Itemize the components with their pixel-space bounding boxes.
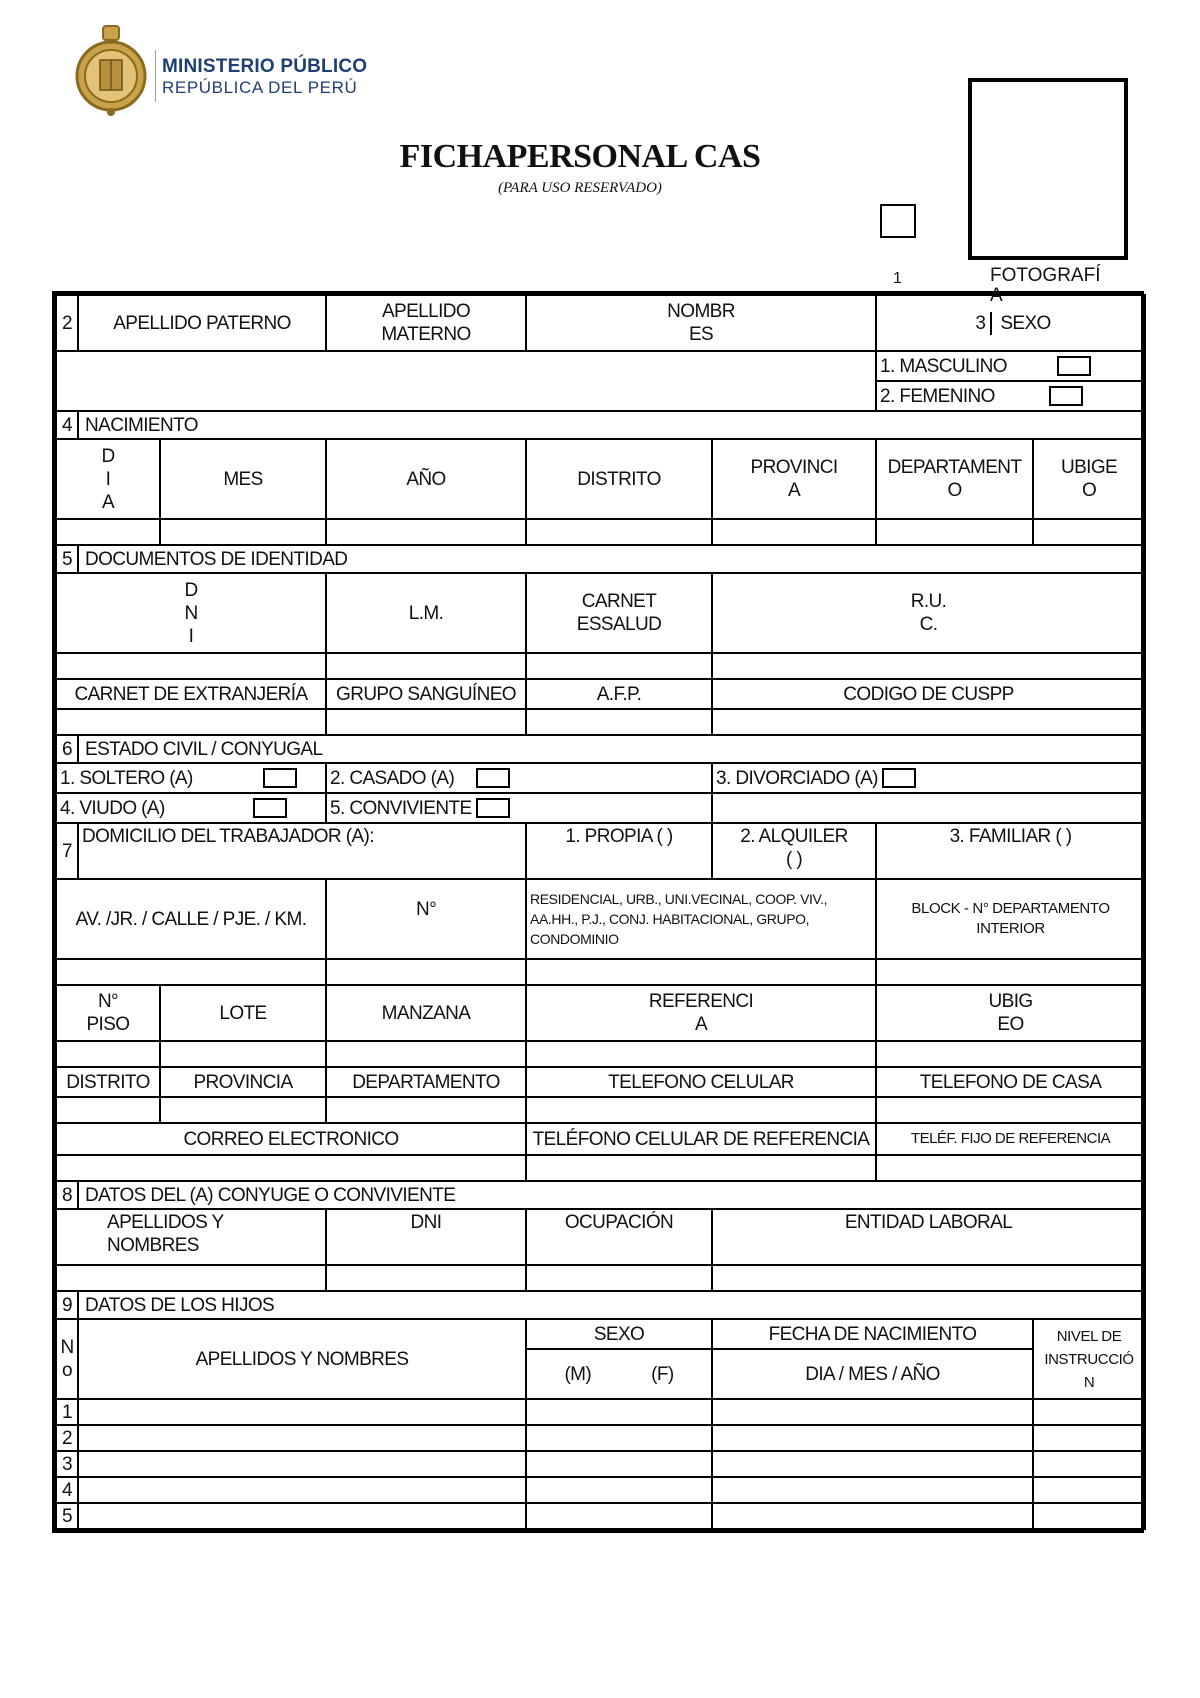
hijo-fecha-input[interactable] [712, 1503, 1033, 1529]
ruc-input[interactable] [712, 653, 1145, 679]
section-8-number: 8 [56, 1181, 78, 1209]
hijo-nivel-input[interactable] [1033, 1399, 1145, 1425]
ubigeo-nac-input[interactable] [1033, 519, 1145, 545]
conyuge-ocupacion-label: OCUPACIÓN [526, 1209, 712, 1265]
femenino-checkbox[interactable] [1049, 386, 1083, 406]
divorciado-label: 3. DIVORCIADO (A) [716, 767, 878, 789]
masculino-label: 1. MASCULINO [880, 355, 1007, 377]
dia-line1: D [101, 445, 115, 467]
photo-number: 1 [893, 270, 902, 287]
hijos-fecha-label: FECHA DE NACIMIENTO [712, 1319, 1033, 1349]
referencia-label [526, 985, 876, 1041]
departamento-nac-label [876, 439, 1033, 519]
hijos-sexo-f[interactable]: (F) [651, 1363, 674, 1385]
viudo-checkbox[interactable] [253, 798, 287, 818]
section-9-number: 9 [56, 1291, 78, 1319]
hijos-sexo-m[interactable]: (M) [564, 1363, 592, 1385]
piso-line2: PISO [86, 1014, 130, 1035]
hijo-row [56, 1477, 1145, 1503]
hijo-row [56, 1425, 1145, 1451]
logo-separator [155, 50, 156, 102]
numero-label: N° [326, 879, 526, 959]
lote-input[interactable] [160, 1041, 326, 1067]
departamento-dom-input[interactable] [326, 1097, 526, 1123]
correo-input[interactable] [56, 1155, 526, 1181]
referencia-line2: A [694, 1014, 708, 1035]
grupo-sanguineo-input[interactable] [326, 709, 526, 735]
conyuge-title: DATOS DEL (A) CONYUGE O CONVIVIENTE [78, 1181, 1145, 1209]
hijo-row-number: 5 [56, 1503, 78, 1529]
hijo-nivel-input[interactable] [1033, 1451, 1145, 1477]
hijo-row-number: 2 [56, 1425, 78, 1451]
telefono-celular-ref-input[interactable] [526, 1155, 876, 1181]
ubigeo-nac-line2: O [1081, 480, 1097, 501]
extranjeria-input[interactable] [56, 709, 326, 735]
section-4-number: 4 [56, 411, 78, 439]
photo-checkbox[interactable] [880, 204, 916, 238]
numero-input[interactable] [326, 959, 526, 985]
departamento-dom-label: DEPARTAMENTO [326, 1067, 526, 1097]
block-input[interactable] [876, 959, 1145, 985]
telefono-celular-label: TELEFONO CELULAR [526, 1067, 876, 1097]
apellido-paterno-label: APELLIDO PATERNO [78, 295, 326, 351]
nombres-line1: NOMBR [667, 301, 735, 322]
hijos-nivel-label [1033, 1319, 1145, 1399]
dni-line2: N [184, 602, 198, 624]
alquiler-line1: 2. ALQUILER [740, 826, 848, 847]
hijo-row [56, 1451, 1145, 1477]
hijo-nivel-input[interactable] [1033, 1503, 1145, 1529]
dia-label [56, 439, 160, 519]
dni-line1: D [184, 579, 198, 601]
divorciado-option[interactable] [712, 763, 1145, 793]
conviviente-checkbox[interactable] [476, 798, 510, 818]
hijo-row-number: 1 [56, 1399, 78, 1425]
estado-civil-title: ESTADO CIVIL / CONYUGAL [78, 735, 1145, 763]
logo-title: MINISTERIO PÚBLICO [162, 56, 368, 77]
section-3-number: 3 [970, 312, 992, 335]
section-6-number: 6 [56, 735, 78, 763]
section-7-number: 7 [56, 823, 78, 879]
mes-input[interactable] [160, 519, 326, 545]
essalud-line1: CARNET [581, 591, 657, 612]
conyuge-ocupacion-input[interactable] [526, 1265, 712, 1291]
propia-option[interactable]: 1. PROPIA ( ) [526, 823, 712, 879]
afp-label: A.F.P. [526, 679, 712, 709]
sexo-label: SEXO [1000, 312, 1051, 334]
hijo-nombre-input[interactable] [78, 1503, 526, 1529]
hijo-sexo-input[interactable] [526, 1425, 712, 1451]
piso-label [56, 985, 160, 1041]
anio-label: AÑO [326, 439, 526, 519]
masculino-checkbox[interactable] [1057, 356, 1091, 376]
manzana-input[interactable] [326, 1041, 526, 1067]
telefono-fijo-ref-label: TELÉF. FIJO DE REFERENCIA [876, 1123, 1145, 1155]
conyuge-dni-label: DNI [326, 1209, 526, 1265]
referencia-line1: REFERENCI [648, 991, 754, 1012]
apellido-materno-line2: MATERNO [381, 324, 471, 345]
hijo-fecha-input[interactable] [712, 1425, 1033, 1451]
page-title: FICHAPERSONAL CAS [399, 138, 761, 175]
casado-label: 2. CASADO (A) [330, 767, 455, 789]
distrito-nac-input[interactable] [526, 519, 712, 545]
ubigeo-dom-input[interactable] [876, 1041, 1145, 1067]
provincia-nac-line1: PROVINCI [750, 457, 838, 478]
ubigeo-dom-label [876, 985, 1145, 1041]
section-5-number: 5 [56, 545, 78, 573]
telefono-celular-input[interactable] [526, 1097, 876, 1123]
cuspp-input[interactable] [712, 709, 1145, 735]
photo-box[interactable] [968, 78, 1128, 260]
hijo-sexo-input[interactable] [526, 1399, 712, 1425]
extranjeria-label: CARNET DE EXTRANJERÍA [56, 679, 326, 709]
hijo-fecha-input[interactable] [712, 1451, 1033, 1477]
lm-label: L.M. [326, 573, 526, 653]
domicilio-title: DOMICILIO DEL TRABAJADOR (A): [78, 823, 526, 879]
personal-form [52, 291, 1144, 1533]
anio-input[interactable] [326, 519, 526, 545]
ruc-line2: C. [919, 614, 938, 635]
dni-label [56, 573, 326, 653]
hijos-nivel-line1: NIVEL DE [1056, 1327, 1122, 1345]
hijo-nivel-input[interactable] [1033, 1477, 1145, 1503]
ubigeo-nac-label [1033, 439, 1145, 519]
casado-option[interactable] [326, 763, 712, 793]
hijo-nombre-input[interactable] [78, 1451, 526, 1477]
ministerio-publico-seal-icon [70, 18, 152, 118]
hijo-nombre-input[interactable] [78, 1425, 526, 1451]
ubigeo-dom-line2: EO [997, 1014, 1024, 1035]
hijos-sexo-label: SEXO [526, 1319, 712, 1349]
hijo-sexo-input[interactable] [526, 1451, 712, 1477]
hijos-title: DATOS DE LOS HIJOS [78, 1291, 1145, 1319]
logo-subtitle: REPÚBLICA DEL PERÚ [162, 78, 358, 97]
soltero-checkbox[interactable] [263, 768, 297, 788]
photo-label: FOTOGRAFÍ A [990, 265, 1101, 306]
departamento-nac-input[interactable] [876, 519, 1033, 545]
telefono-casa-label: TELEFONO DE CASA [876, 1067, 1145, 1097]
telefono-fijo-ref-input[interactable] [876, 1155, 1145, 1181]
nombres-label [526, 295, 876, 351]
departamento-nac-line1: DEPARTAMENT [887, 457, 1022, 478]
casado-checkbox[interactable] [476, 768, 510, 788]
cuspp-label: CODIGO DE CUSPP [712, 679, 1145, 709]
dia-line3: A [101, 491, 115, 513]
hijo-fecha-input[interactable] [712, 1399, 1033, 1425]
manzana-label: MANZANA [326, 985, 526, 1041]
conviviente-label: 5. CONVIVIENTE [330, 797, 472, 819]
ubigeo-nac-line1: UBIGE [1060, 457, 1118, 478]
dni-line3: I [188, 625, 194, 647]
dia-line2: I [105, 468, 111, 490]
hijo-fecha-input[interactable] [712, 1477, 1033, 1503]
hijo-sexo-input[interactable] [526, 1503, 712, 1529]
residencial-input[interactable] [526, 959, 876, 985]
masculino-option[interactable] [876, 351, 1145, 381]
hijo-nombre-input[interactable] [78, 1399, 526, 1425]
conyuge-apellidos-label [56, 1209, 326, 1265]
conyuge-apellidos-input[interactable] [56, 1265, 326, 1291]
hijos-dma-label: DIA / MES / AÑO [712, 1349, 1033, 1399]
provincia-dom-input[interactable] [160, 1097, 326, 1123]
femenino-option[interactable] [876, 381, 1145, 411]
ruc-line1: R.U. [910, 591, 947, 612]
lm-input[interactable] [326, 653, 526, 679]
provincia-nac-label [712, 439, 876, 519]
dia-input[interactable] [56, 519, 160, 545]
soltero-label: 1. SOLTERO (A) [60, 767, 193, 789]
distrito-dom-label: DISTRITO [56, 1067, 160, 1097]
av-calle-input[interactable] [56, 959, 326, 985]
mes-label: MES [160, 439, 326, 519]
provincia-nac-input[interactable] [712, 519, 876, 545]
viudo-option[interactable] [56, 793, 326, 823]
essalud-label [526, 573, 712, 653]
departamento-nac-line2: O [947, 480, 962, 501]
familiar-option[interactable]: 3. FAMILIAR ( ) [876, 823, 1145, 879]
sexo-header [876, 295, 1145, 351]
apellido-materno-line1: APELLIDO [381, 301, 471, 322]
nombres-line2: ES [688, 324, 714, 345]
essalud-input[interactable] [526, 653, 712, 679]
distrito-nac-label: DISTRITO [526, 439, 712, 519]
conyuge-entidad-input[interactable] [712, 1265, 1145, 1291]
dni-input[interactable] [56, 653, 326, 679]
conyuge-apellidos-line1: APELLIDOS Y [107, 1212, 224, 1233]
hijo-row [56, 1503, 1145, 1529]
hijos-nivel-line3: N [1083, 1373, 1095, 1391]
referencia-input[interactable] [526, 1041, 876, 1067]
hijo-row-number: 4 [56, 1477, 78, 1503]
hijo-nivel-input[interactable] [1033, 1425, 1145, 1451]
ubigeo-dom-line1: UBIG [988, 991, 1033, 1012]
conyuge-apellidos-line2: NOMBRES [107, 1235, 199, 1256]
conviviente-option[interactable] [326, 793, 712, 823]
lote-label: LOTE [160, 985, 326, 1041]
alquiler-option[interactable] [712, 823, 876, 879]
grupo-sanguineo-label: GRUPO SANGUÍNEO [326, 679, 526, 709]
telefono-celular-ref-label: TELÉFONO CELULAR DE REFERENCIA [526, 1123, 876, 1155]
correo-label: CORREO ELECTRONICO [56, 1123, 526, 1155]
apellido-materno-label [326, 295, 526, 351]
hijos-nivel-line2: INSTRUCCIÓ [1044, 1350, 1134, 1368]
documentos-title: DOCUMENTOS DE IDENTIDAD [78, 545, 1145, 573]
ruc-label [712, 573, 1145, 653]
hijos-apellidos-label: APELLIDOS Y NOMBRES [78, 1319, 526, 1399]
nacimiento-title: NACIMIENTO [78, 411, 1145, 439]
provincia-nac-line2: A [787, 480, 801, 501]
estado-civil-spacer [712, 793, 1145, 823]
av-calle-label: AV. /JR. / CALLE / PJE. / KM. [56, 879, 326, 959]
residencial-label: RESIDENCIAL, URB., UNI.VECINAL, COOP. VIV., AA.HH., P.J., CONJ. HABITACIONAL, GRUPO, CONDOMINIO [526, 879, 876, 959]
hijo-nombre-input[interactable] [78, 1477, 526, 1503]
essalud-line2: ESSALUD [576, 614, 662, 635]
names-input[interactable] [56, 351, 876, 411]
telefono-casa-input[interactable] [876, 1097, 1145, 1123]
conyuge-entidad-label: ENTIDAD LABORAL [712, 1209, 1145, 1265]
soltero-option[interactable] [56, 763, 326, 793]
hijo-row-number: 3 [56, 1451, 78, 1477]
alquiler-line2: ( ) [785, 849, 803, 870]
distrito-dom-input[interactable] [56, 1097, 160, 1123]
divorciado-checkbox[interactable] [882, 768, 916, 788]
hijos-numero-header [56, 1319, 78, 1399]
conyuge-dni-input[interactable] [326, 1265, 526, 1291]
page-subtitle: (PARA USO RESERVADO) [498, 180, 662, 196]
block-label: BLOCK - N° DEPARTAMENTO INTERIOR [876, 879, 1145, 959]
hijos-sexo-options [526, 1349, 712, 1399]
form-grid [55, 294, 1146, 1530]
afp-input[interactable] [526, 709, 712, 735]
piso-line1: N° [97, 991, 119, 1012]
viudo-label: 4. VIUDO (A) [60, 797, 165, 819]
provincia-dom-label: PROVINCIA [160, 1067, 326, 1097]
section-2-number: 2 [56, 295, 78, 351]
piso-input[interactable] [56, 1041, 160, 1067]
hijo-row [56, 1399, 1145, 1425]
femenino-label: 2. FEMENINO [880, 385, 995, 407]
hijo-sexo-input[interactable] [526, 1477, 712, 1503]
hijos-numero-line1: N [60, 1337, 74, 1358]
hijos-numero-line2: o [62, 1360, 72, 1381]
